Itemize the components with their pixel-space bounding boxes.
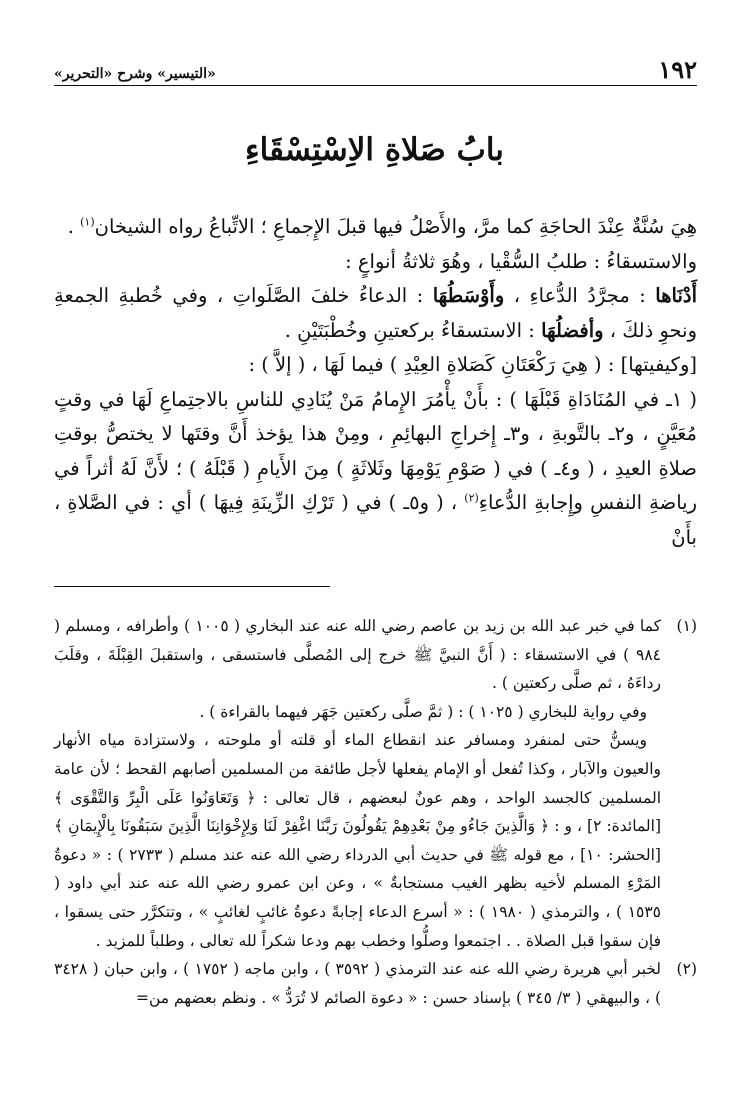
best-text: : الاستسقاءُ بركعتينِ وخُطْبَتَيْنِ . bbox=[284, 318, 542, 342]
paragraph-definition-end: . bbox=[67, 215, 81, 238]
footnote-2-text: لخبر أبي هريرة رضي الله عنه عند الترمذي ( ٣٥٩٢ ) ، وابن ماجه ( ١٧٥٢ ) ، وابن حبان ( ٣٤٢٨ ) ، والبيهقي ( ٣/ ٣٤٥ ) بإسناد حسن : « دعوة الصائم لا تُرَدُّ » . ونظم بعضهم من= bbox=[54, 960, 661, 1007]
page-number: ١٩٢ bbox=[658, 55, 697, 84]
middle-text: : الدعاءُ خلفَ الصَّلَواتِ ، وفي خُطبةِ الجمعةِ ونحوِ ذلكَ ، bbox=[54, 284, 697, 342]
main-text bbox=[54, 210, 697, 555]
middle-label: وأَوْسَطُهَا bbox=[432, 284, 505, 307]
footnote-separator bbox=[54, 586, 330, 587]
lowest-text: : مجرَّدُ الدُّعاءِ ، bbox=[504, 284, 656, 307]
best-label: وأفضلُهَا bbox=[541, 318, 604, 342]
paragraph-definition bbox=[54, 210, 697, 245]
paragraph-manner: [وكيفيتها] : ( هِيَ رَكْعَتَانِ كَصَلاةِ العِيْدِ ) فيما لَهَا ، ( إلاَّ ) : bbox=[248, 353, 697, 376]
footnote-1-text-c: ويسنُّ حتى لمنفرد ومسافر عند انقطاع الماء أو قلته أو ملوحته ، ولاستزادة مياه الأنهار والعيون والآبار ، وكذا تُفعل أو الإمام يفعلها لأجل طائفة من المسلمين أصابهم القحط ؛ لأن عامة المسلمين كالجسد الواحد ، وهم عونٌ لبعضهم ، قال تعالى : ﴿ وَتَعَاوَنُوا عَلَى الْبِرِّ وَالتَّقْوَى ﴾ [المائدة: ٢] ، و : ﴿ وَالَّذِينَ جَاءُو مِنْ بَعْدِهِمْ يَقُولُونَ رَبَّنَا اغْفِرْ لَنَا وَلِإِخْوَانِنَا الَّذِينَ سَبَقُونَا بِالْإِيمَانِ ﴾ [الحشر: ١٠] ، مع قوله ﷺ في حديث أبي الدرداء رضي الله عنه عند مسلم ( ٢٧٣٣ ) : « دعوةُ المَرْءِ المسلم لأخيه بظهر الغيب مستجابةٌ » ، وعن ابن عمرو رضي الله عنه عند أبي داود ( ١٥٣٥ ) ، والترمذي ( ١٩٨٠ ) : « أسرع الدعاء إجابةً دعوةُ غائبٍ لغائبٍ » ، وتتكرَّر حتى يسقوا ، فإن سقوا قبل الصلاة . . اجتمعوا وصلُّوا وخطب بهم ودعا شكراً لله تعالى ، وطلباً للمزيد . bbox=[54, 731, 662, 950]
footnote-number: (١) bbox=[676, 617, 697, 635]
paragraph-exceptions bbox=[54, 383, 697, 556]
footnotes bbox=[54, 612, 697, 1012]
footnote-body bbox=[54, 955, 661, 1012]
footnote-2 bbox=[54, 955, 697, 1012]
footnote-1 bbox=[54, 612, 697, 955]
running-title: «التيسير» وشرح «التحرير» bbox=[54, 66, 216, 82]
page-header bbox=[54, 52, 697, 86]
lowest-label: أَدْنَاها bbox=[655, 284, 697, 307]
paragraph-types: والاستسقاءُ : طلبُ السُّقْيا ، وهُوَ ثلاثةُ أنواعٍ : bbox=[345, 249, 697, 273]
paragraph-exceptions-text: ( ١ـ في المُنَادَاةِ قَبْلَهَا ) : بأَنْ يأْمُرَ الإِمامُ مَنْ يُنَادِي للناسِ بالاجتِماعِ لَهَا في وقتٍ مُعَيَّنٍ ، و٢ـ بالتَّوبةِ ، و٣ـ إِخراجِ البهائِمِ ، ومِنْ هذا يؤخذ أَنَّ وقتَها لا يختصُّ بوقتِ صلاةِ العيدِ ، ( و٤ـ ) في ( صَوْمِ يَوْمِهَا وثَلاثَةٍ ) مِنَ الأَيامِ ( قَبْلَهُ ) ؛ لأَنَّ لَهُ أثراً في رياضةِ النفسِ وإِجابةِ الدُّعاءِ bbox=[54, 387, 697, 514]
footnote-1-text-a: كما في خبر عبد الله بن زيد بن عاصم رضي الله عنه عند البخاري ( ١٠٠٥ ) وأطرافه ، ومسلم ( ٩٨٤ ) في الاستسقاء : ( أَنَّ النبيَّ ﷺ خرج إلى المُصلَّى فاستسقى ، واستقبلَ القِبْلَةَ ، وقلَبَ رداءَهُ ، ثم صلَّى ركعتين ) . bbox=[54, 617, 661, 693]
footnote-ref-2: (٢) bbox=[464, 491, 479, 505]
footnote-number: (٢) bbox=[676, 960, 697, 979]
paragraph-definition-text: هِيَ سُنَّةٌ عِنْدَ الحاجَةِ كما مرَّ، والأَصْلُ فيها قبلَ الإِجماعِ ؛ الاتِّباعُ رواه الشيخان bbox=[94, 215, 697, 238]
paragraph-levels bbox=[54, 279, 697, 348]
paragraph-exceptions-end: ، ( و٥ـ ) في ( تَرْكِ الزِّينَةِ فِيهَا ) أي : في الصَّلاةِ ، بأَنْ bbox=[54, 491, 697, 549]
chapter-title: بابُ صَلاةِ الاِسْتِسْقَاءِ bbox=[245, 132, 504, 168]
footnote-1-text-b: وفي رواية للبخاري ( ١٠٢٥ ) : ( ثمَّ صلَّى ركعتين جَهَر فيهما بالقراءة ) . bbox=[199, 702, 647, 721]
footnote-ref-1: (١) bbox=[80, 215, 95, 229]
footnote-body bbox=[54, 612, 661, 955]
